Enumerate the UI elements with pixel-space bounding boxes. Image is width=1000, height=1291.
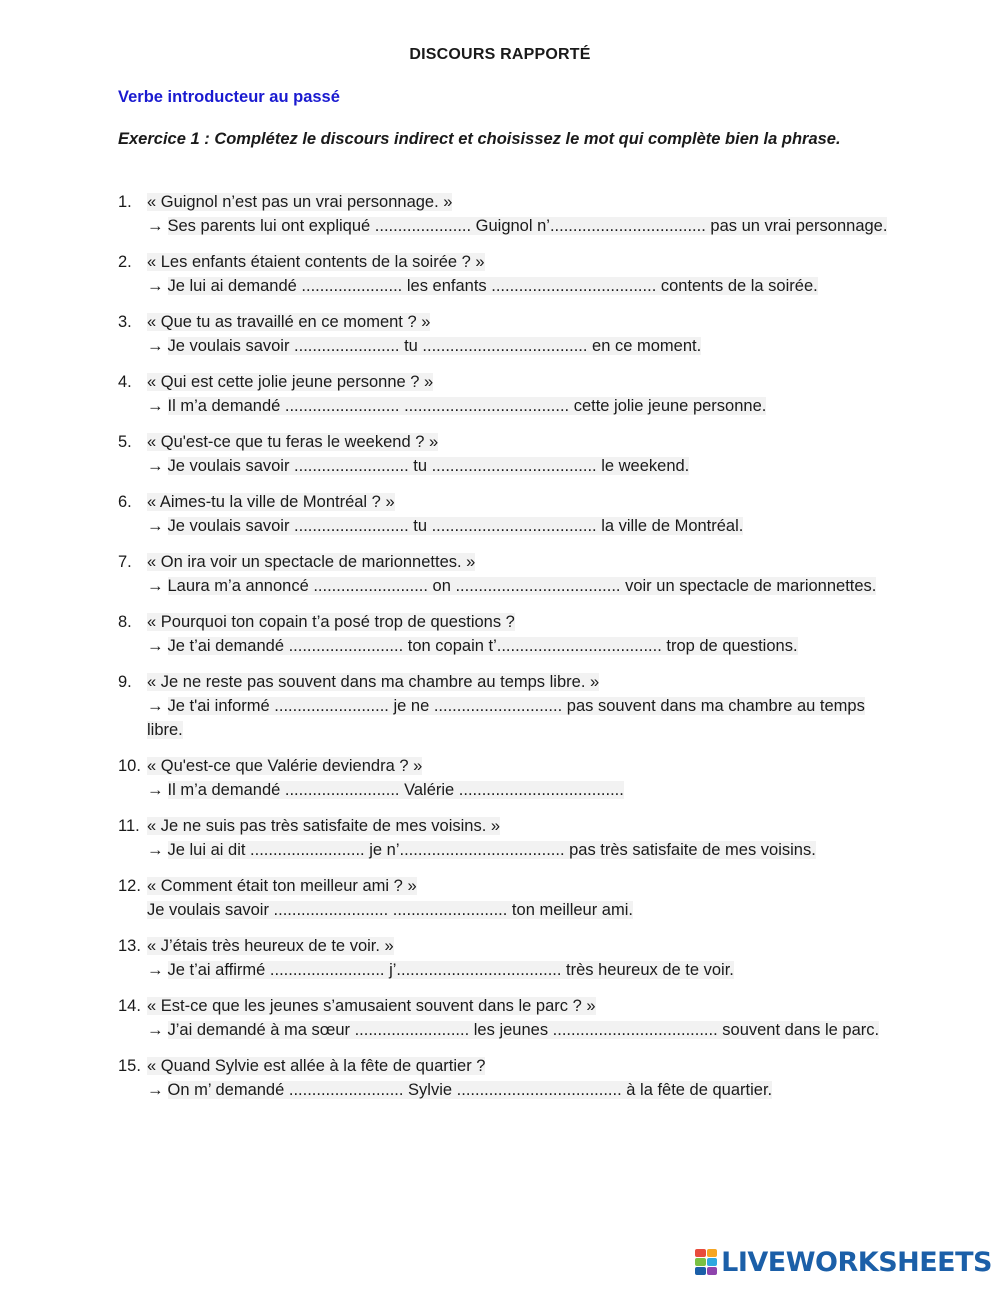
logo-block	[707, 1258, 718, 1266]
exercise-item	[118, 1054, 888, 1102]
direct-speech-quote: « Je ne reste pas souvent dans ma chambre au temps libre. »	[147, 673, 600, 691]
item-body	[147, 430, 888, 478]
liveworksheets-logo-icon	[695, 1249, 717, 1275]
arrow-right-icon: →	[147, 697, 164, 715]
exercise-item	[118, 430, 888, 478]
exercise-item	[118, 250, 888, 298]
item-number: 7.	[118, 553, 132, 571]
item-number: 11.	[118, 817, 140, 835]
direct-speech-quote: « On ira voir un spectacle de marionnettes. »	[147, 553, 476, 571]
arrow-right-icon: →	[147, 1081, 164, 1099]
indirect-speech-answer[interactable]: Il m’a demandé ......................... .................................... cette jolie jeune personne.	[167, 397, 767, 415]
direct-speech-quote: « Guignol n’est pas un vrai personnage. »	[147, 193, 453, 211]
direct-speech-quote: « Les enfants étaient contents de la soirée ? »	[147, 253, 485, 271]
exercise-item	[118, 490, 888, 538]
exercise-item	[118, 874, 888, 922]
indirect-speech-answer[interactable]: Je lui ai demandé ...................... les enfants .................................... contents de la soirée.	[167, 277, 818, 295]
exercise-item	[118, 310, 888, 358]
exercise-item	[118, 370, 888, 418]
item-body	[147, 370, 888, 418]
item-body	[147, 754, 888, 802]
item-number: 6.	[118, 493, 132, 511]
item-body	[147, 610, 888, 658]
item-number: 9.	[118, 673, 132, 691]
indirect-speech-answer[interactable]: Laura m’a annoncé ......................... on .................................... voir un spectacle de marionnettes.	[167, 577, 877, 595]
exercise-list	[118, 190, 888, 1114]
direct-speech-quote: « Je ne suis pas très satisfaite de mes voisins. »	[147, 817, 501, 835]
logo-text: LIVEWORKSHEETS	[721, 1246, 992, 1278]
direct-speech-quote: « Pourquoi ton copain t’a posé trop de questions ?	[147, 613, 515, 631]
exercise-item	[118, 754, 888, 802]
liveworksheets-logo	[695, 1247, 992, 1277]
arrow-right-icon: →	[147, 217, 164, 235]
item-body	[147, 490, 888, 538]
document-title: DISCOURS RAPPORTÉ	[409, 46, 591, 63]
item-number: 5.	[118, 433, 132, 451]
indirect-speech-answer[interactable]: Je lui ai dit ......................... je n’.................................... pas très satisfaite de mes voisins.	[167, 841, 816, 859]
direct-speech-quote: « Est-ce que les jeunes s’amusaient souvent dans le parc ? »	[147, 997, 596, 1015]
item-number: 2.	[118, 253, 132, 271]
item-number: 15.	[118, 1057, 141, 1075]
arrow-right-icon: →	[147, 1021, 164, 1039]
arrow-right-icon: →	[147, 637, 164, 655]
direct-speech-quote: « Qui est cette jolie jeune personne ? »	[147, 373, 434, 391]
logo-block	[707, 1267, 718, 1275]
logo-block	[695, 1258, 706, 1266]
logo-block	[695, 1267, 706, 1275]
arrow-right-icon: →	[147, 277, 164, 295]
exercise-item	[118, 994, 888, 1042]
indirect-speech-answer[interactable]: Je voulais savoir ....................... tu .................................... en ce moment.	[167, 337, 702, 355]
section-subtitle: Verbe introducteur au passé	[118, 88, 340, 106]
indirect-speech-answer[interactable]: Il m’a demandé ......................... Valérie ....................................	[167, 781, 624, 799]
item-body	[147, 934, 888, 982]
item-body	[147, 550, 888, 598]
exercise-item	[118, 670, 888, 742]
indirect-speech-answer[interactable]: J’ai demandé à ma sœur ......................... les jeunes .................................... souvent dans le parc.	[167, 1021, 880, 1039]
exercise-item	[118, 814, 888, 862]
exercise-item	[118, 190, 888, 238]
direct-speech-quote: « J’étais très heureux de te voir. »	[147, 937, 394, 955]
indirect-speech-answer[interactable]: Je t'ai informé ......................... je ne ............................ pas souvent dans ma chambre au temps libre.	[147, 697, 865, 739]
item-number: 13.	[118, 937, 141, 955]
item-body	[147, 1054, 888, 1102]
indirect-speech-answer[interactable]: Je t’ai affirmé ......................... j’.................................... très heureux de te voir.	[167, 961, 734, 979]
direct-speech-quote: « Aimes-tu la ville de Montréal ? »	[147, 493, 395, 511]
item-body	[147, 670, 888, 742]
item-number: 14.	[118, 997, 141, 1015]
indirect-speech-answer[interactable]: Je voulais savoir ......................... ......................... ton meilleur ami.	[147, 901, 633, 919]
arrow-right-icon: →	[147, 781, 164, 799]
item-number: 10.	[118, 757, 141, 775]
direct-speech-quote: « Qu'est-ce que tu feras le weekend ? »	[147, 433, 439, 451]
item-number: 8.	[118, 613, 132, 631]
indirect-speech-answer[interactable]: Je voulais savoir ......................... tu .................................... la ville de Montréal.	[167, 517, 744, 535]
exercise-item	[118, 934, 888, 982]
arrow-right-icon: →	[147, 457, 164, 475]
item-number: 4.	[118, 373, 132, 391]
exercise-item	[118, 610, 888, 658]
item-body	[147, 190, 888, 238]
arrow-right-icon: →	[147, 577, 164, 595]
arrow-right-icon: →	[147, 337, 164, 355]
item-body	[147, 994, 888, 1042]
arrow-right-icon: →	[147, 961, 164, 979]
indirect-speech-answer[interactable]: Ses parents lui ont expliqué ..................... Guignol n’.................................. pas un vrai personnage.	[167, 217, 888, 235]
item-body	[147, 310, 888, 358]
item-body	[147, 874, 888, 922]
direct-speech-quote: « Comment était ton meilleur ami ? »	[147, 877, 417, 895]
item-number: 12.	[118, 877, 141, 895]
direct-speech-quote: « Que tu as travaillé en ce moment ? »	[147, 313, 431, 331]
exercise-item	[118, 550, 888, 598]
indirect-speech-answer[interactable]: Je t’ai demandé ......................... ton copain t’.................................... trop de questions.	[167, 637, 798, 655]
item-body	[147, 814, 888, 862]
item-body	[147, 250, 888, 298]
indirect-speech-answer[interactable]: On m’ demandé ......................... Sylvie .................................... à la fête de quartier.	[167, 1081, 773, 1099]
item-number: 1.	[118, 193, 132, 211]
direct-speech-quote: « Qu'est-ce que Valérie deviendra ? »	[147, 757, 423, 775]
arrow-right-icon: →	[147, 517, 164, 535]
arrow-right-icon: →	[147, 397, 164, 415]
arrow-right-icon: →	[147, 841, 164, 859]
item-number: 3.	[118, 313, 132, 331]
indirect-speech-answer[interactable]: Je voulais savoir ......................... tu .................................... le weekend.	[167, 457, 690, 475]
direct-speech-quote: « Quand Sylvie est allée à la fête de quartier ?	[147, 1057, 486, 1075]
logo-block	[707, 1249, 718, 1257]
logo-block	[695, 1249, 706, 1257]
exercise-instructions: Exercice 1 : Complétez le discours indirect et choisissez le mot qui complète bien la phrase.	[118, 130, 841, 148]
